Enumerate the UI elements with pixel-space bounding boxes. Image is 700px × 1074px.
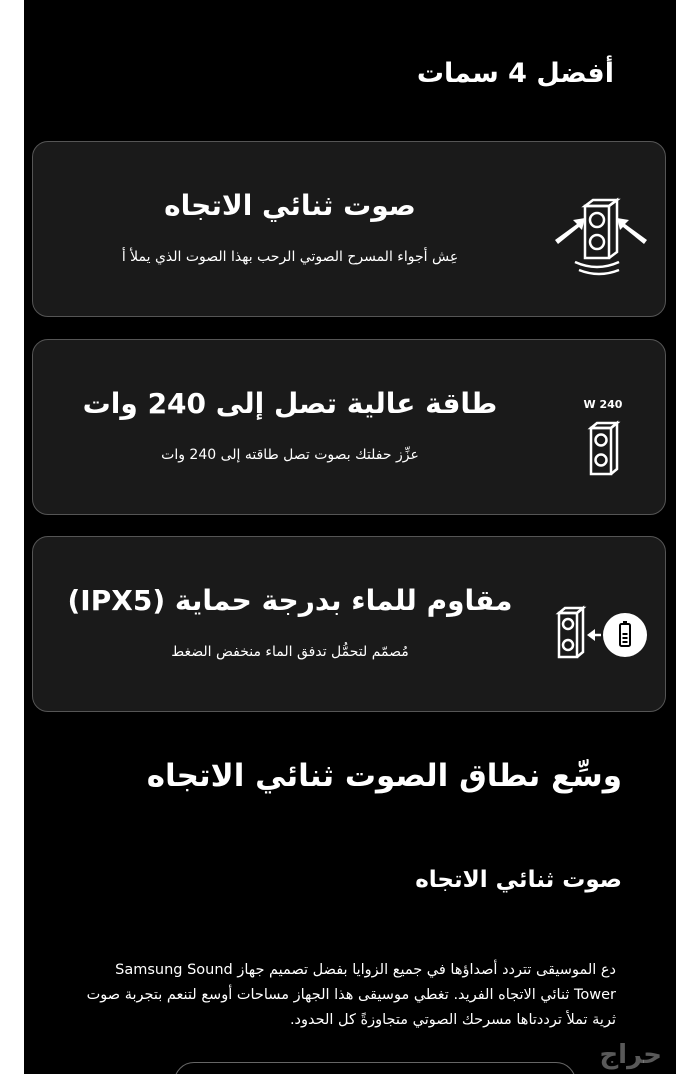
section-body: دع الموسيقى تتردد أصداؤها في جميع الزوايا بفضل تصميم جهاز Samsung Sound Tower ثنائي الاتجاه الفريد. تغطي موسيقى هذا الجهاز مساحات أوسع لتنعم بتجربة صوت ثرية تملأ ترددتاها مسرحك الصوتي متجاوزةً كل الحدود. [86,962,616,1028]
bottom-button-partial[interactable] [174,1062,576,1074]
feature-card-water-resistant [32,536,666,712]
product-features-page [24,0,676,1074]
feature-description: عِش أجواء المسرح الصوتي الرحب بهذا الصوت الذي يملأ أ [121,249,459,265]
feature-card-bidirectional-sound [32,141,666,317]
watermark-logo: حراج [599,1040,662,1070]
feature-description: عزِّز حفلتك بصوت تصل طاقته إلى 240 وات [161,447,419,463]
section-subtitle: صوت ثنائي الاتجاه [415,867,622,893]
bidirectional-speaker-icon [551,182,651,282]
power-rating-label: 240 W [583,398,623,411]
water-resistant-speaker-icon [551,577,651,677]
feature-card-high-power [32,339,666,515]
features-title: أفضل 4 سمات [416,58,614,89]
feature-heading: صوت ثنائي الاتجاه [164,189,416,222]
feature-heading: طاقة عالية تصل إلى 240 وات [82,387,498,420]
section-title: وسِّع نطاق الصوت ثنائي الاتجاه [146,758,622,794]
power-speaker-icon [551,380,651,480]
feature-description: مُصمّم لتحمُّل تدفق الماء منخفض الضغط [171,644,409,660]
feature-heading: مقاوم للماء بدرجة حماية (IPX5) [67,584,513,617]
